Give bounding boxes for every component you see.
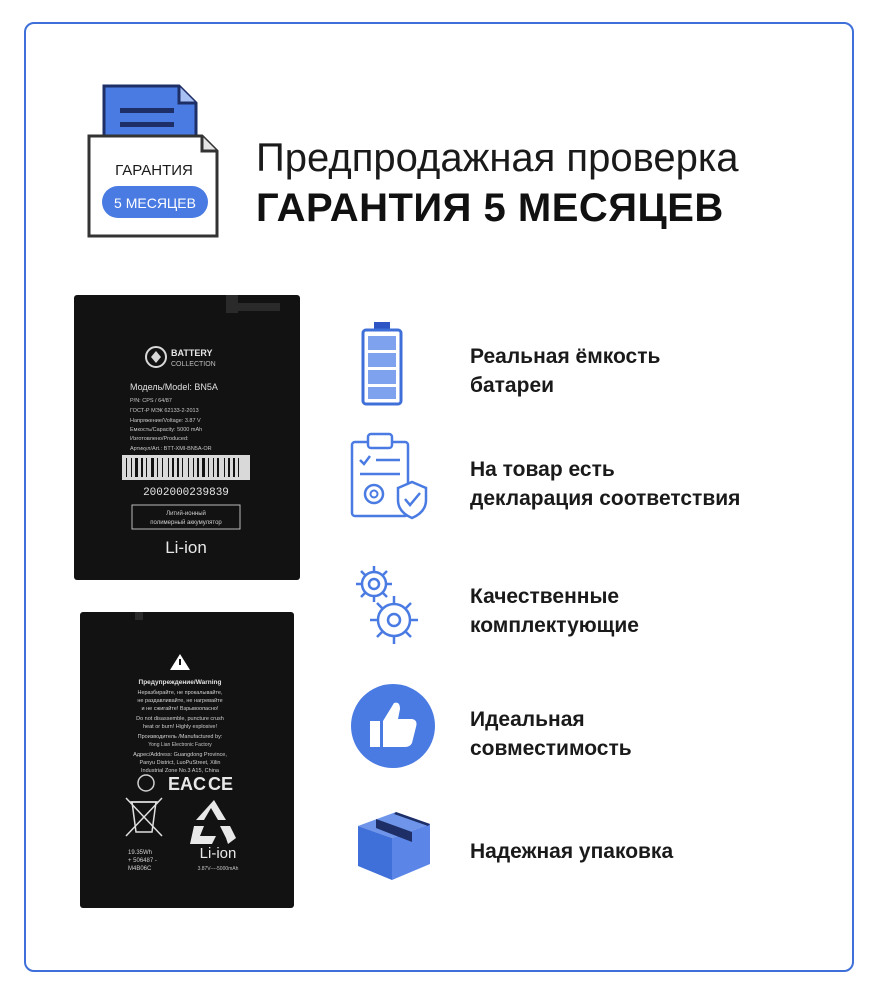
battery-produced: Изготовлено/Produced: xyxy=(130,436,189,442)
pct-mark-icon xyxy=(138,775,154,791)
guarantee-document-icon xyxy=(84,78,224,238)
battery-pn: P/N: CPS / 64/87 xyxy=(130,398,172,404)
feature-components-line2: комплектующие xyxy=(470,614,639,637)
battery-chem: Li-ion xyxy=(165,538,207,557)
rating-line3: M4B06C xyxy=(128,866,152,872)
maker-line2: Yong Lian Electronic Factory xyxy=(148,742,212,748)
feature-components-line1: Качественные xyxy=(470,585,620,608)
warning-title: Предупреждение/Warning xyxy=(138,679,222,686)
battery-brand-line2: COLLECTION xyxy=(171,361,216,368)
battery-voltage: Напряжение/Voltage: 3.87 V xyxy=(130,418,201,424)
battery-brand-line1: BATTERY xyxy=(171,348,213,358)
feature-packaging xyxy=(470,837,673,866)
battery-article: Артикул/Art.: BTT-XMI-BN5A-OR xyxy=(130,446,212,452)
badge-pill: 5 МЕСЯЦЕВ xyxy=(114,195,196,211)
headline-line1: Предпродажная проверка xyxy=(256,136,739,180)
battery-back-image xyxy=(80,612,294,908)
address-line2: Panyu District, LuoPuStreet, Xilin xyxy=(139,760,221,766)
battery-model: Модель/Model: BN5A xyxy=(130,382,218,392)
battery-type-line2: полимерный аккумулятор xyxy=(150,520,222,526)
address-line1: Адрес/Address: Guangdong Province, xyxy=(133,752,227,758)
ce-mark: CE xyxy=(208,774,234,794)
warning-text-ru3: и не сжигайте! Взрывоопасно! xyxy=(141,706,219,712)
clipboard-check-icon xyxy=(350,432,428,520)
box-icon xyxy=(352,802,434,884)
feature-declaration xyxy=(470,455,740,513)
feature-components xyxy=(470,582,639,640)
battery-icon xyxy=(360,322,404,406)
barcode-number: 2002000239839 xyxy=(143,487,229,499)
maker-line1: Производитель /Manufactured by: xyxy=(137,734,223,740)
address-line3: Industrial Zone No.3 A15, China xyxy=(141,768,219,774)
thumbs-up-icon xyxy=(350,683,436,769)
feature-compatibility-line2: совместимость xyxy=(470,737,632,760)
battery-type-line1: Литий-ионный xyxy=(166,511,206,517)
feature-capacity xyxy=(470,342,660,400)
gears-icon xyxy=(352,562,422,646)
headline xyxy=(256,134,739,234)
warning-text-ru2: не раздавливайте, не нагревайте xyxy=(137,698,223,704)
warning-text-en1: Do not disassemble, puncture crush xyxy=(136,716,224,722)
feature-capacity-line2: батареи xyxy=(470,374,555,397)
battery-back-chem: Li-ion xyxy=(199,845,237,862)
battery-gost: ГОСТ-Р МЭК 62133-2-2013 xyxy=(130,408,199,414)
feature-capacity-line1: Реальная ёмкость xyxy=(470,345,661,368)
warning-text-en2: heat or burn! Highly explosive! xyxy=(143,724,217,730)
feature-compatibility-line1: Идеальная xyxy=(470,708,585,731)
feature-compatibility xyxy=(470,705,632,763)
recycle-icon xyxy=(190,800,236,844)
weee-bin-icon xyxy=(126,798,162,836)
headline-line2: ГАРАНТИЯ 5 МЕСЯЦЕВ xyxy=(256,186,724,230)
badge-label: ГАРАНТИЯ xyxy=(115,162,193,179)
eac-mark: EAC xyxy=(168,774,207,794)
feature-packaging-line1: Надежная упаковка xyxy=(470,840,674,863)
rating-line2: + 506487 - xyxy=(128,858,157,864)
warning-text-ru1: Неразбирайте, не прокалывайте, xyxy=(137,690,223,696)
battery-capacity: Емкость/Capacity: 5000 mAh xyxy=(130,427,203,433)
feature-declaration-line1: На товар есть xyxy=(470,458,615,481)
rating-line1: 19.35Wh xyxy=(128,850,153,856)
feature-declaration-line2: декларация соответствия xyxy=(470,487,741,510)
battery-front-image xyxy=(74,295,300,580)
battery-back-spec: 3.87V----5000mAh xyxy=(197,866,239,872)
